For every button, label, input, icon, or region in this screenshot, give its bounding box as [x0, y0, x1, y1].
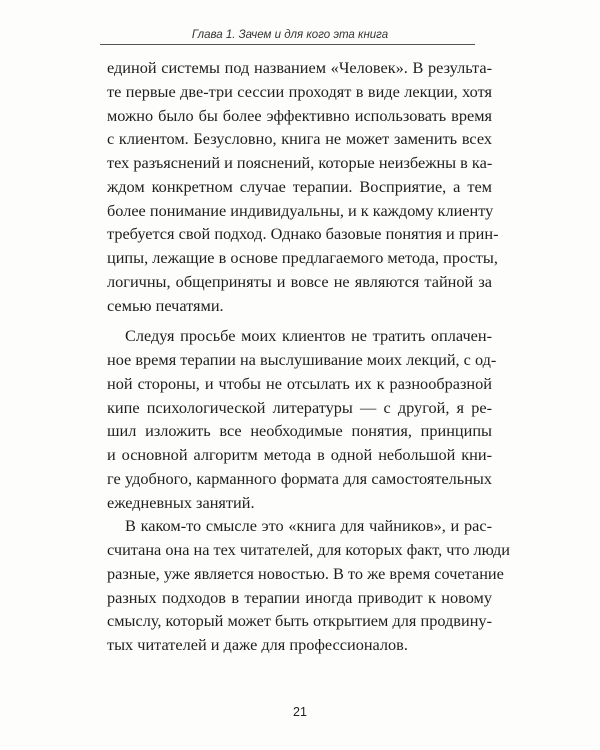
text-line: разные, уже является новостью. В то же время сочетание	[107, 563, 504, 583]
body-text	[107, 56, 510, 657]
text-line: логичны, общеприняты и вовсе не являются тайной за	[107, 271, 492, 291]
text-line: требуется свой подход. Однако базовые понятия и прин-	[107, 224, 499, 244]
text-line: ципы, лежащие в основе предлагаемого метода, просты,	[107, 248, 498, 267]
text-line: В каком-то смысле это «книга для чайников», и рас-	[125, 516, 492, 536]
paragraph-2	[107, 324, 497, 514]
text-line: Следуя просьбе моих клиентов не тратить оплачен-	[125, 326, 492, 346]
text-line: те первые две-три сессии проходят в виде лекции, хотя	[107, 81, 492, 101]
text-line: ное время терапии на выслушивание моих лекций, с од-	[107, 350, 497, 369]
text-line: тех разъяснений и пояснений, которые неизбежны в ка-	[107, 153, 493, 172]
text-line: ежедневных занятий.	[107, 492, 255, 512]
text-line: семью печатями.	[107, 295, 224, 315]
text-line: ной стороны, и чтобы не отсылать их к разнообразной	[107, 373, 492, 393]
text-line: ждом конкретном случае терапии. Восприятие, а тем	[107, 176, 492, 196]
text-line: кипе психологической литературы — с другой, я ре-	[107, 397, 492, 417]
text-line: единой системы под названием «Человек». В результа-	[107, 58, 492, 77]
text-line: и основной алгоритм метода в одной небольшой кни-	[107, 445, 492, 464]
running-head: Глава 1. Зачем и для кого эта книга	[191, 29, 389, 41]
header-rule	[100, 44, 475, 45]
text-line: ге удобного, карманного формата для самостоятельных	[107, 468, 492, 488]
paragraph-3	[107, 514, 510, 657]
text-line: смыслу, который может быть открытием для продвину-	[107, 611, 492, 631]
text-line: более понимание индивидуальны, и к каждому клиенту	[107, 200, 494, 220]
text-line: считана она на тех читателей, для которых факт, что люди	[107, 540, 510, 559]
text-line: разных подходов в терапии иногда приводит к новому	[107, 587, 492, 607]
text-line: с клиентом. Безусловно, книга не может заменить всех	[107, 129, 492, 149]
text-line: можно было бы более эффективно использовать время	[107, 105, 492, 125]
text-line: шил изложить все необходимые понятия, принципы	[107, 421, 492, 441]
page-number: 21	[293, 705, 307, 719]
paragraph-1	[107, 56, 499, 317]
text-line: тых читателей и даже для профессионалов.	[107, 635, 408, 654]
